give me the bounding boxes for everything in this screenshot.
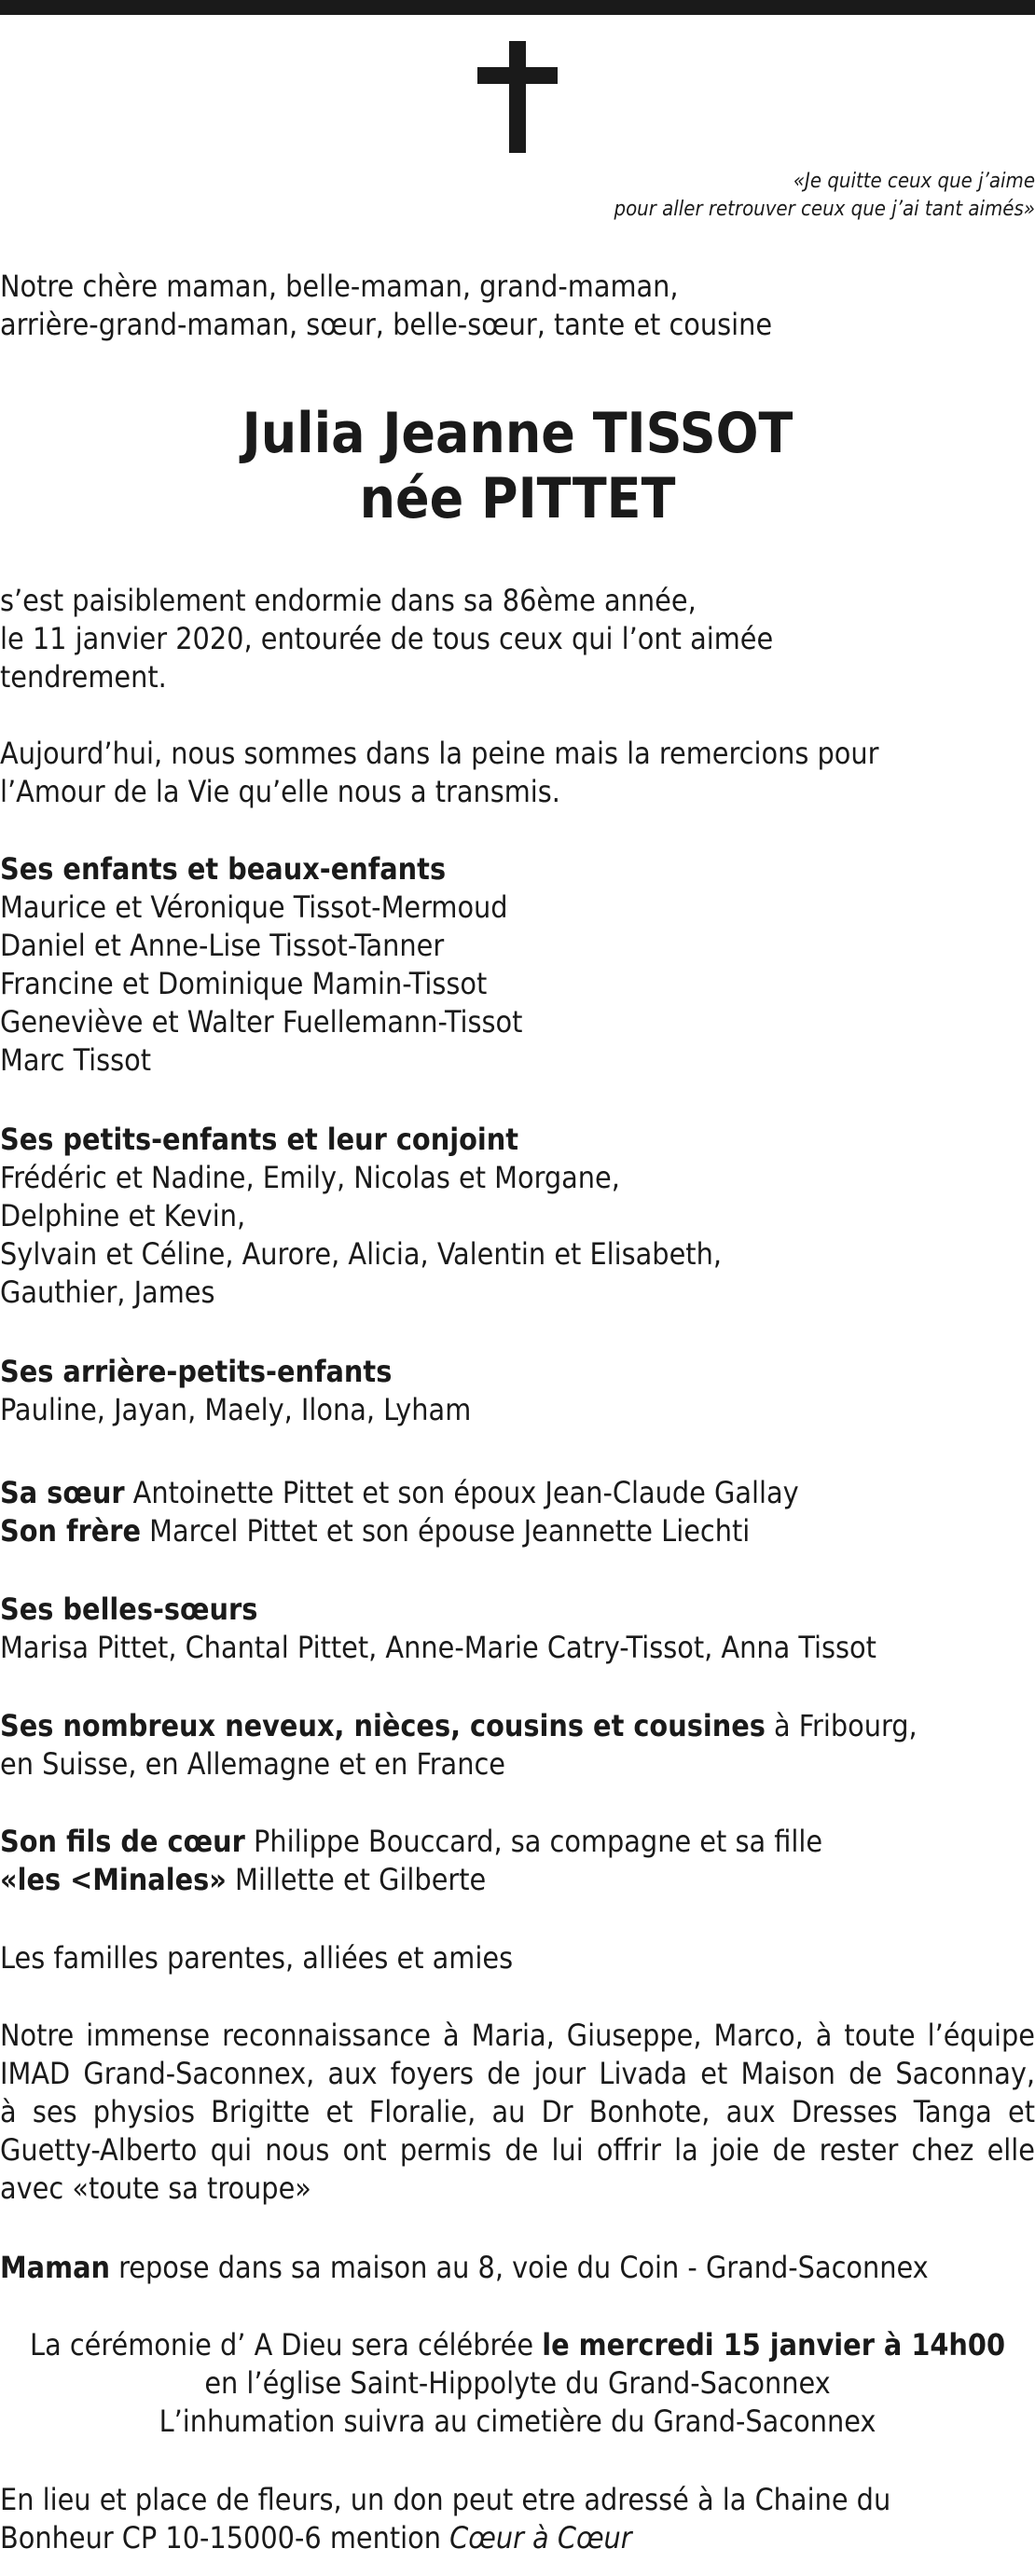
rest-line — [0, 2249, 1035, 2287]
brother-label: Son frère — [0, 1513, 142, 1549]
ceremony-line-2: en l’église Saint-Hippolyte du Grand-Saconnex — [204, 2365, 831, 2401]
sister-line — [0, 1474, 1035, 1512]
sisters-in-law-heading: Ses belles-sœurs — [0, 1591, 258, 1627]
thanks-line: IMAD Grand-Saconnex, aux foyers de jour Livada et Maison de Saconnay, — [0, 2056, 1035, 2091]
today-paragraph — [0, 735, 1035, 811]
heart-son-section — [0, 1823, 1035, 1899]
ceremony-date: le mercredi 15 janvier à 14h00 — [542, 2327, 1005, 2362]
brother-line — [0, 1512, 1035, 1550]
children-line: Francine et Dominique Mamin-Tissot — [0, 966, 488, 1001]
intro-paragraph — [0, 268, 1035, 344]
deceased-birth-name: née PITTET — [359, 466, 676, 531]
intro-line: Notre chère maman, belle-maman, grand-maman, — [0, 269, 679, 304]
heart-son-line — [0, 1823, 1035, 1861]
cross-icon — [477, 41, 558, 153]
brother-text: Marcel Pittet et son épouse Jeannette Liechti — [141, 1513, 751, 1549]
today-line: l’Amour de la Vie qu’elle nous a transmis. — [0, 774, 560, 809]
quote-line: pour aller retrouver ceux que j’ai tant aimés» — [614, 198, 1035, 221]
thanks-line: avec «toute sa troupe» — [0, 2170, 311, 2206]
epigraph-quote — [382, 168, 1035, 224]
grandchildren-section — [0, 1121, 1035, 1312]
children-line: Daniel et Anne-Lise Tissot-Tanner — [0, 928, 445, 963]
nephews-text: à Fribourg, — [765, 1708, 918, 1743]
passing-line: tendrement. — [0, 659, 167, 695]
children-section — [0, 850, 1035, 1080]
intro-line: arrière-grand-maman, sœur, belle-sœur, tante et cousine — [0, 307, 773, 342]
families-line — [0, 1939, 1035, 1977]
sisters-in-law-line: Marisa Pittet, Chantal Pittet, Anne-Marie Catry-Tissot, Anna Tissot — [0, 1630, 876, 1665]
quote-line: «Je quitte ceux que j’aime — [793, 170, 1035, 193]
nephews-line-2: en Suisse, en Allemagne et en France — [0, 1746, 505, 1782]
heart-son-text: Philippe Bouccard, sa compagne et sa fille — [244, 1824, 823, 1859]
grandchildren-line: Delphine et Kevin, — [0, 1198, 246, 1233]
siblings-section — [0, 1474, 1035, 1550]
ceremony-text: La cérémonie d’ A Dieu sera célébrée — [30, 2327, 543, 2362]
nephews-section — [0, 1707, 1035, 1784]
grandchildren-line: Gauthier, James — [0, 1274, 215, 1310]
minales-text: Millette et Gilberte — [226, 1862, 487, 1897]
grandchildren-line: Frédéric et Nadine, Emily, Nicolas et Morgane, — [0, 1160, 620, 1195]
deceased-name-block — [0, 401, 1035, 531]
passing-line: s’est paisiblement endormie dans sa 86ème année, — [0, 583, 697, 618]
children-line: Maurice et Véronique Tissot-Mermoud — [0, 889, 508, 925]
sister-label: Sa sœur — [0, 1475, 125, 1510]
donation-paragraph — [0, 2481, 1035, 2557]
ceremony-line-3: L’inhumation suivra au cimetière du Grand-Saconnex — [159, 2404, 876, 2439]
top-border — [0, 0, 1035, 15]
deceased-name: Julia Jeanne TISSOT — [242, 401, 794, 466]
ceremony-line — [0, 2326, 1035, 2364]
rest-label: Maman — [0, 2250, 110, 2285]
donation-mention: Cœur à Cœur — [449, 2520, 632, 2555]
minales-label: «les <Minales» — [0, 1862, 227, 1897]
rest-text-line — [0, 2249, 1035, 2287]
ceremony-paragraph — [0, 2326, 1035, 2441]
minales-line — [0, 1861, 1035, 1899]
sister-text: Antoinette Pittet et son époux Jean-Claude Gallay — [124, 1475, 799, 1510]
passing-line: le 11 janvier 2020, entourée de tous ceux qui l’ont aimée — [0, 621, 774, 656]
passing-paragraph — [0, 582, 1035, 696]
donation-text: Bonheur CP 10-15000-6 mention — [0, 2520, 450, 2555]
children-heading: Ses enfants et beaux-enfants — [0, 851, 447, 887]
children-line: Marc Tissot — [0, 1042, 152, 1078]
great-grandchildren-section — [0, 1353, 1035, 1429]
sisters-in-law-section — [0, 1591, 1035, 1667]
donation-line: En lieu et place de fleurs, un don peut etre adressé à la Chaine du — [0, 2482, 891, 2517]
rest-text: repose dans sa maison au 8, voie du Coin - Grand-Saconnex — [110, 2250, 929, 2285]
today-line: Aujourd’hui, nous sommes dans la peine mais la remercions pour — [0, 736, 879, 771]
grandchildren-line: Sylvain et Céline, Aurore, Alicia, Valentin et Elisabeth, — [0, 1236, 722, 1272]
nephews-label: Ses nombreux neveux, nièces, cousins et cousines — [0, 1708, 766, 1743]
thanks-line: Guetty-Alberto qui nous ont permis de lui offrir la joie de rester chez elle — [0, 2132, 1035, 2168]
thanks-paragraph — [0, 2017, 1035, 2208]
heart-son-label: Son fils de cœur — [0, 1824, 245, 1859]
thanks-line: Notre immense reconnaissance à Maria, Giuseppe, Marco, à toute l’équipe — [0, 2018, 1035, 2053]
children-line: Geneviève et Walter Fuellemann-Tissot — [0, 1004, 523, 1040]
families-text: Les familles parentes, alliées et amies — [0, 1940, 514, 1976]
nephews-line — [0, 1707, 1035, 1745]
great-grandchildren-line: Pauline, Jayan, Maely, Ilona, Lyham — [0, 1392, 472, 1427]
grandchildren-heading: Ses petits-enfants et leur conjoint — [0, 1122, 518, 1157]
thanks-line: à ses physios Brigitte et Floralie, au Dr Bonhote, aux Dresses Tanga et — [0, 2094, 1035, 2129]
donation-line-2 — [0, 2519, 1035, 2557]
great-grandchildren-heading: Ses arrière-petits-enfants — [0, 1354, 393, 1389]
